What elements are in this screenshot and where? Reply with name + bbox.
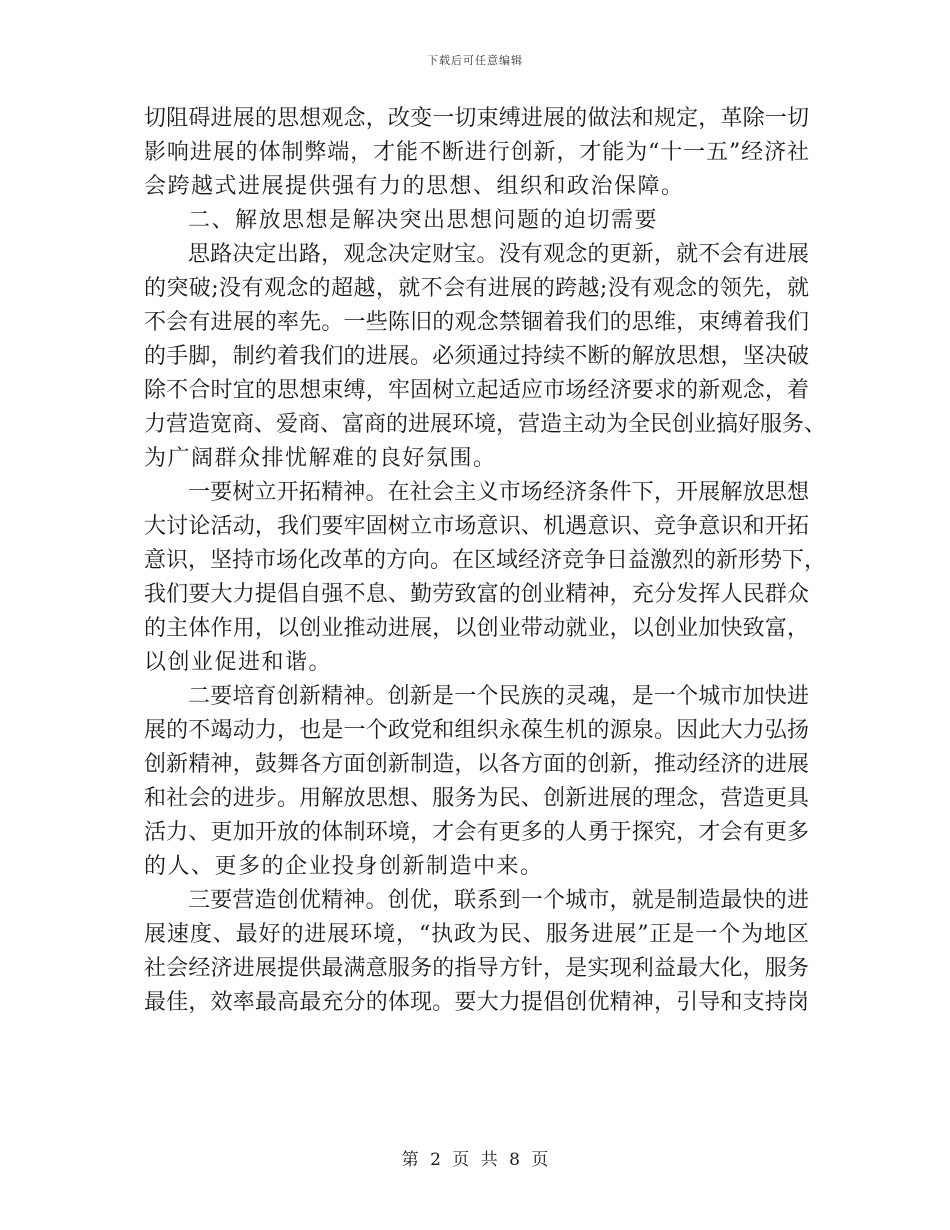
text-line: 的突破;没有观念的超越，就不会有进展的跨越;没有观念的领先，就 bbox=[144, 276, 809, 301]
text-line: 切阻碍进展的思想观念，改变一切束缚进展的做法和规定，革除一切 bbox=[144, 106, 809, 131]
text-line: 以创业促进和谐。 bbox=[144, 650, 333, 675]
text-line: 为广阔群众排忧解难的良好氛围。 bbox=[144, 446, 497, 471]
text-line: 我们要大力提倡自强不息、勤劳致富的创业精神，充分发挥人民群众 bbox=[144, 582, 809, 607]
text-line: 会跨越式进展提供强有力的思想、组织和政治保障。 bbox=[144, 174, 685, 199]
text-line: 展的不竭动力，也是一个政党和组织永葆生机的源泉。因此大力弘扬 bbox=[144, 718, 809, 743]
text-line: 最佳，效率最高最充分的体现。要大力提倡创优精神，引导和支持岗 bbox=[144, 990, 809, 1015]
text-line: 的手脚，制约着我们的进展。必须通过持续不断的解放思想，坚决破 bbox=[144, 344, 809, 369]
text-line: 展速度、最好的进展环境，“执政为民、服务进展”正是一个为地区 bbox=[144, 922, 809, 947]
text-line: 不会有进展的率先。一些陈旧的观念禁锢着我们的思维，束缚着我们 bbox=[144, 310, 809, 335]
text-line: 和社会的进步。用解放思想、服务为民、创新进展的理念，营造更具 bbox=[144, 786, 809, 811]
page-number-footer: 第 2 页 共 8 页 bbox=[401, 1150, 549, 1170]
text-line: 活力、更加开放的体制环境，才会有更多的人勇于探究，才会有更多 bbox=[144, 820, 809, 845]
text-line: 的主体作用，以创业推动进展，以创业带动就业，以创业加快致富， bbox=[144, 616, 809, 641]
text-line: 除不合时宜的思想束缚，牢固树立起适应市场经济要求的新观念，着 bbox=[144, 378, 809, 403]
text-line: 的人、更多的企业投身创新制造中来。 bbox=[144, 854, 544, 879]
text-line: 思路决定出路，观念决定财宝。没有观念的更新，就不会有进展 bbox=[188, 242, 809, 267]
text-line: 大讨论活动，我们要牢固树立市场意识、机遇意识、竞争意识和开拓 bbox=[144, 514, 809, 539]
text-line: 社会经济进展提供最满意服务的指导方针，是实现利益最大化，服务 bbox=[144, 956, 809, 981]
document-body bbox=[144, 102, 827, 1020]
text-line: 一要树立开拓精神。在社会主义市场经济条件下，开展解放思想 bbox=[188, 480, 809, 505]
text-line: 创新精神，鼓舞各方面创新制造，以各方面的创新，推动经济的进展 bbox=[144, 752, 809, 777]
text-line: 力营造宽商、爱商、富商的进展环境，营造主动为全民创业搞好服务、 bbox=[144, 412, 827, 437]
text-line: 三要营造创优精神。创优，联系到一个城市，就是制造最快的进 bbox=[188, 888, 809, 913]
page-header-note: 下载后可任意编辑 bbox=[427, 54, 523, 67]
text-line: 影响进展的体制弊端，才能不断进行创新，才能为“十一五”经济社 bbox=[144, 140, 809, 165]
text-line: 二要培育创新精神。创新是一个民族的灵魂，是一个城市加快进 bbox=[188, 684, 809, 709]
text-line: 意识，坚持市场化改革的方向。在区域经济竞争日益激烈的新形势下， bbox=[144, 548, 827, 573]
text-line: 二、解放思想是解决突出思想问题的迫切需要 bbox=[188, 208, 659, 233]
